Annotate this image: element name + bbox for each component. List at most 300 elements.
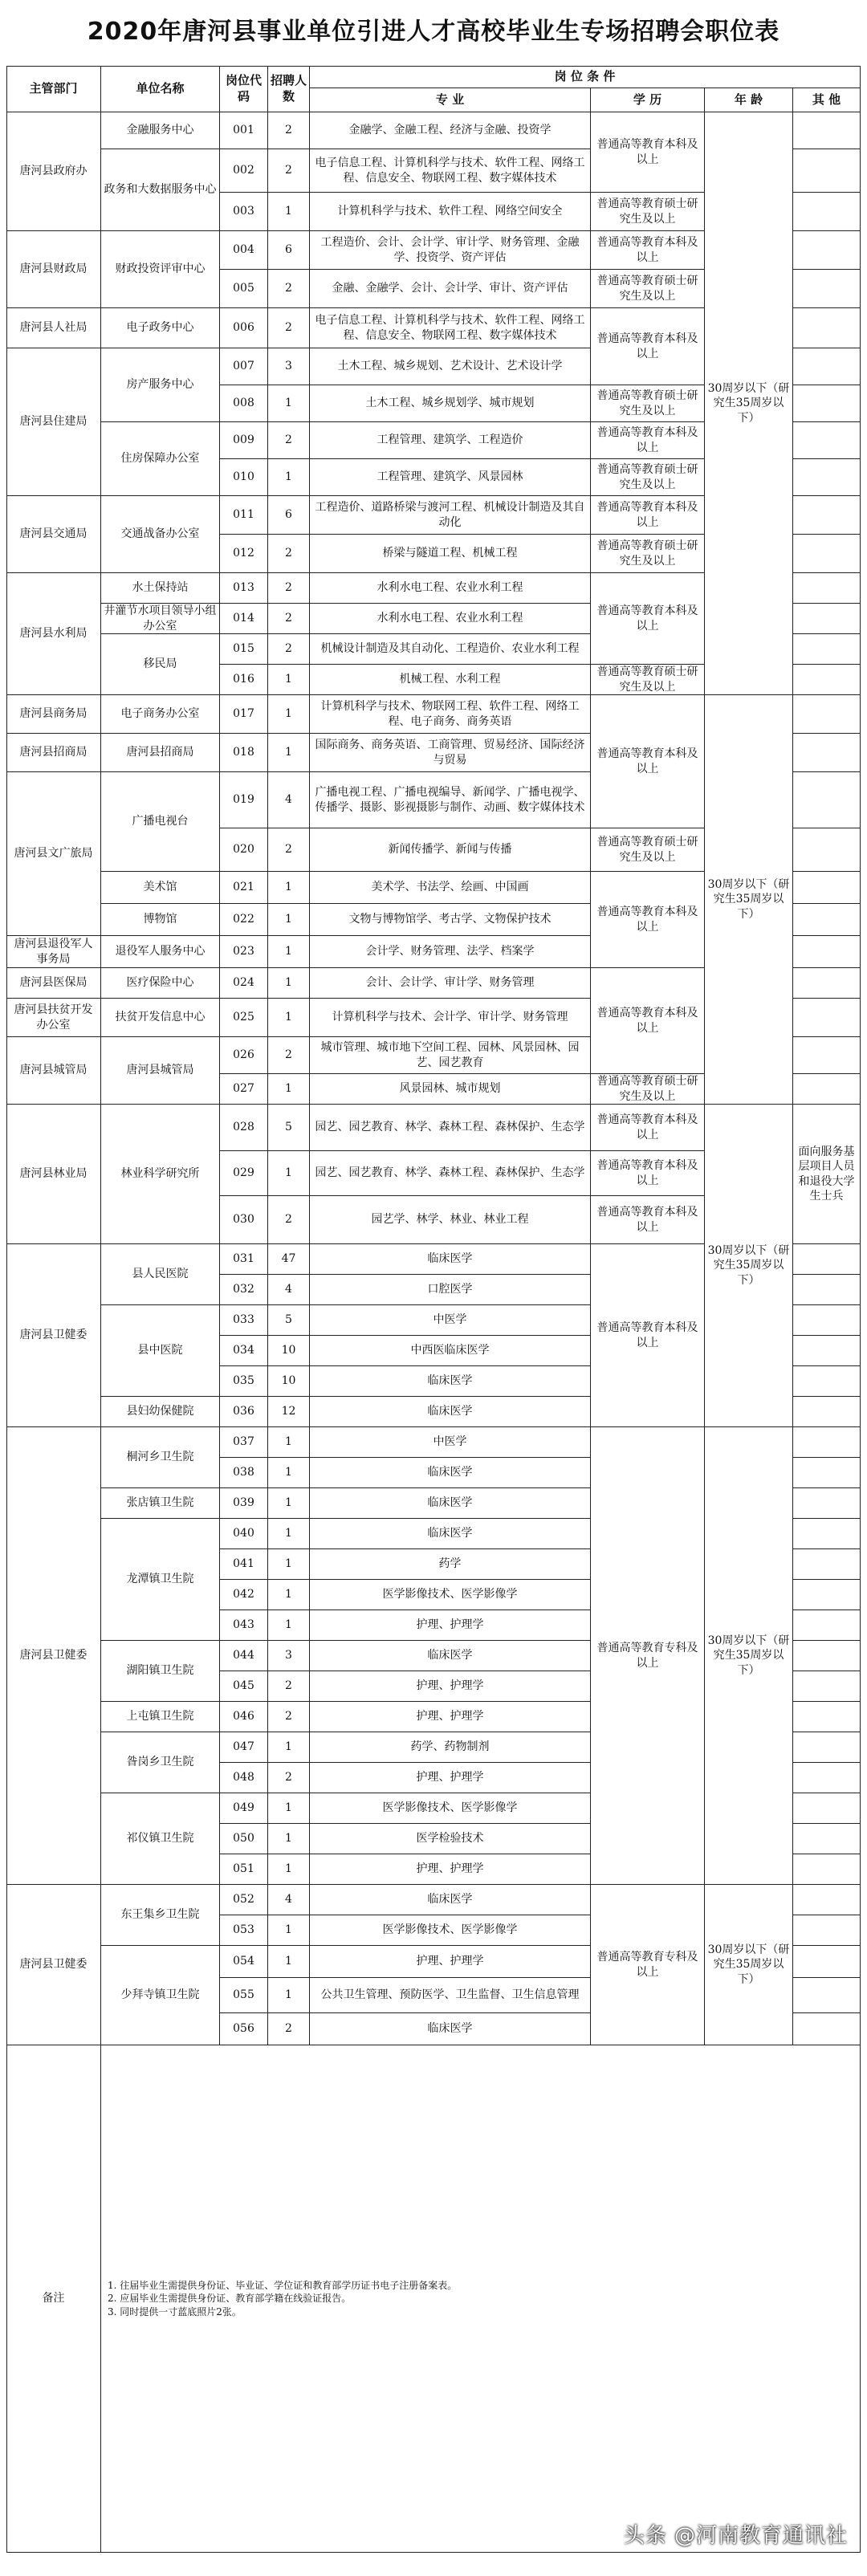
edu-cell: 普通高等教育本科及以上 — [591, 573, 705, 665]
major-cell: 中西医临床医学 — [310, 1336, 591, 1366]
major-cell: 会计学、财务管理、法学、档案学 — [310, 936, 591, 968]
count-cell: 1 — [268, 665, 310, 695]
count-cell: 1 — [268, 1946, 310, 1978]
major-cell: 医学影像技术、医学影像学 — [310, 1915, 591, 1946]
code-cell: 023 — [220, 936, 268, 968]
count-cell: 2 — [268, 634, 310, 665]
major-cell: 园艺学、林学、林业、林业工程 — [310, 1196, 591, 1244]
other-cell-empty — [793, 1366, 861, 1397]
major-cell: 金融、金融学、会计、会计学、审计、资产评估 — [310, 270, 591, 308]
header-age: 年 龄 — [705, 88, 793, 112]
header-dept: 主管部门 — [6, 66, 101, 112]
edu-cell: 普通高等教育硕士研究生及以上 — [591, 535, 705, 573]
count-cell: 6 — [268, 496, 310, 535]
count-cell: 2 — [268, 1037, 310, 1074]
major-cell: 会计、会计学、审计学、财务管理 — [310, 968, 591, 999]
age-cell: 30周岁以下（研究生35周岁以下） — [705, 695, 793, 1105]
count-cell: 1 — [268, 999, 310, 1037]
other-cell-empty — [793, 1275, 861, 1305]
count-cell: 4 — [268, 1275, 310, 1305]
other-cell-empty — [793, 459, 861, 496]
other-cell-empty — [793, 1580, 861, 1610]
code-cell: 052 — [220, 1885, 268, 1915]
major-cell: 电子信息工程、计算机科学与技术、软件工程、网络工程、信息安全、物联网工程、数字媒体技术 — [310, 308, 591, 348]
count-cell: 2 — [268, 112, 310, 149]
other-cell-empty — [793, 1793, 861, 1824]
note-line: 3. 同时提供一寸蓝底照片2张。 — [108, 2305, 242, 2318]
dept-cell: 唐河县卫健委 — [6, 1885, 101, 2045]
edu-cell: 普通高等教育专科及以上 — [591, 1885, 705, 2045]
code-cell: 036 — [220, 1397, 268, 1427]
edu-cell: 普通高等教育硕士研究生及以上 — [591, 385, 705, 422]
dept-cell: 唐河县住建局 — [6, 348, 101, 496]
major-cell: 国际商务、商务英语、工商管理、贸易经济、国际经济与贸易 — [310, 734, 591, 772]
count-cell: 1 — [268, 872, 310, 904]
code-cell: 033 — [220, 1305, 268, 1336]
count-cell: 1 — [268, 1488, 310, 1519]
code-cell: 022 — [220, 904, 268, 936]
major-cell: 护理、护理学 — [310, 1671, 591, 1702]
unit-cell: 张店镇卫生院 — [101, 1488, 220, 1519]
dept-cell: 唐河县卫健委 — [6, 1244, 101, 1427]
unit-cell: 广播电视台 — [101, 772, 220, 872]
count-cell: 4 — [268, 772, 310, 828]
unit-cell: 博物馆 — [101, 904, 220, 936]
unit-cell: 扶贫开发信息中心 — [101, 999, 220, 1037]
dept-cell: 唐河县政府办 — [6, 112, 101, 231]
unit-cell: 县中医院 — [101, 1305, 220, 1397]
other-cell-empty — [793, 1978, 861, 2013]
major-cell: 医学检验技术 — [310, 1824, 591, 1854]
code-cell: 018 — [220, 734, 268, 772]
edu-cell: 普通高等教育硕士研究生及以上 — [591, 459, 705, 496]
unit-cell: 桐河乡卫生院 — [101, 1427, 220, 1488]
major-cell: 护理、护理学 — [310, 1946, 591, 1978]
count-cell: 10 — [268, 1336, 310, 1366]
other-cell-empty — [793, 1915, 861, 1946]
major-cell: 土木工程、城乡规划、艺术设计、艺术设计学 — [310, 348, 591, 385]
unit-cell: 住房保障办公室 — [101, 422, 220, 496]
code-cell: 044 — [220, 1641, 268, 1671]
count-cell: 1 — [268, 459, 310, 496]
position-table — [6, 66, 861, 2553]
other-cell-empty — [793, 308, 861, 348]
edu-cell: 普通高等教育硕士研究生及以上 — [591, 828, 705, 872]
other-cell-empty — [793, 872, 861, 904]
major-cell: 桥梁与隧道工程、机械工程 — [310, 535, 591, 573]
code-cell: 024 — [220, 968, 268, 999]
major-cell: 临床医学 — [310, 1244, 591, 1275]
unit-cell: 电子商务办公室 — [101, 695, 220, 734]
major-cell: 计算机科学与技术、软件工程、网络空间安全 — [310, 193, 591, 231]
major-cell: 临床医学 — [310, 2013, 591, 2045]
other-cell-empty — [793, 422, 861, 459]
other-cell-empty — [793, 1519, 861, 1549]
code-cell: 053 — [220, 1915, 268, 1946]
header-edu: 学 历 — [591, 88, 705, 112]
unit-cell: 昝岗乡卫生院 — [101, 1732, 220, 1793]
other-cell-empty — [793, 385, 861, 422]
count-cell: 10 — [268, 1366, 310, 1397]
other-cell-empty — [793, 968, 861, 999]
other-cell-empty — [793, 1854, 861, 1885]
major-cell: 计算机科学与技术、物联网工程、软件工程、网络工程、电子商务、商务英语 — [310, 695, 591, 734]
major-cell: 临床医学 — [310, 1519, 591, 1549]
other-cell-empty — [793, 828, 861, 872]
count-cell: 2 — [268, 604, 310, 634]
count-cell: 2 — [268, 828, 310, 872]
header-other: 其 他 — [793, 88, 861, 112]
age-cell: 30周岁以下（研究生35周岁以下） — [705, 112, 793, 695]
note-line: 1. 往届毕业生需提供身份证、毕业证、学位证和教育部学历证书电子注册备案表。 — [108, 2280, 458, 2292]
unit-cell: 政务和大数据服务中心 — [101, 149, 220, 231]
unit-cell: 电子政务中心 — [101, 308, 220, 348]
dept-cell: 唐河县医保局 — [6, 968, 101, 999]
other-cell-empty — [793, 1671, 861, 1702]
code-cell: 031 — [220, 1244, 268, 1275]
count-cell: 2 — [268, 573, 310, 604]
other-cell-empty — [793, 1305, 861, 1336]
major-cell: 护理、护理学 — [310, 1763, 591, 1793]
other-cell-empty — [793, 1610, 861, 1641]
other-cell-empty — [793, 573, 861, 604]
major-cell: 医学影像技术、医学影像学 — [310, 1580, 591, 1610]
count-cell: 1 — [268, 385, 310, 422]
code-cell: 046 — [220, 1702, 268, 1732]
edu-cell: 普通高等教育本科及以上 — [591, 1105, 705, 1151]
code-cell: 029 — [220, 1151, 268, 1196]
other-cell-empty — [793, 2013, 861, 2045]
code-cell: 027 — [220, 1074, 268, 1105]
code-cell: 043 — [220, 1610, 268, 1641]
count-cell: 6 — [268, 231, 310, 270]
count-cell: 1 — [268, 1427, 310, 1458]
unit-cell: 少拜寺镇卫生院 — [101, 1946, 220, 2045]
major-cell: 临床医学 — [310, 1641, 591, 1671]
edu-cell: 普通高等教育专科及以上 — [591, 1427, 705, 1885]
code-cell: 019 — [220, 772, 268, 828]
count-cell: 1 — [268, 1824, 310, 1854]
dept-cell: 唐河县交通局 — [6, 496, 101, 573]
major-cell: 水利水电工程、农业水利工程 — [310, 604, 591, 634]
unit-cell: 移民局 — [101, 634, 220, 695]
code-cell: 045 — [220, 1671, 268, 1702]
code-cell: 032 — [220, 1275, 268, 1305]
other-cell-empty — [793, 496, 861, 535]
count-cell: 1 — [268, 1732, 310, 1763]
dept-cell: 唐河县扶贫开发办公室 — [6, 999, 101, 1037]
other-cell-empty — [793, 734, 861, 772]
code-cell: 026 — [220, 1037, 268, 1074]
major-cell: 临床医学 — [310, 1458, 591, 1488]
other-cell-empty — [793, 1763, 861, 1793]
note-line: 2. 应届毕业生需提供身份证、教育部学籍在线验证报告。 — [108, 2293, 352, 2305]
major-cell: 临床医学 — [310, 1397, 591, 1427]
other-cell-empty — [793, 231, 861, 270]
code-cell: 025 — [220, 999, 268, 1037]
edu-cell: 普通高等教育本科及以上 — [591, 1196, 705, 1244]
other-cell-empty — [793, 1037, 861, 1074]
other-cell-empty — [793, 634, 861, 665]
unit-cell: 金融服务中心 — [101, 112, 220, 149]
major-cell: 护理、护理学 — [310, 1702, 591, 1732]
code-cell: 021 — [220, 872, 268, 904]
edu-cell: 普通高等教育本科及以上 — [591, 496, 705, 535]
other-cell-empty — [793, 270, 861, 308]
count-cell: 1 — [268, 1793, 310, 1824]
count-cell: 2 — [268, 1763, 310, 1793]
count-cell: 3 — [268, 1641, 310, 1671]
major-cell: 园艺、园艺教育、林学、森林工程、森林保护、生态学 — [310, 1105, 591, 1151]
major-cell: 机械设计制造及其自动化、工程造价、农业水利工程 — [310, 634, 591, 665]
count-cell: 2 — [268, 308, 310, 348]
other-cell-empty — [793, 535, 861, 573]
major-cell: 医学影像技术、医学影像学 — [310, 1793, 591, 1824]
major-cell: 机械工程、水利工程 — [310, 665, 591, 695]
code-cell: 051 — [220, 1854, 268, 1885]
code-cell: 039 — [220, 1488, 268, 1519]
other-cell-empty — [793, 1549, 861, 1580]
code-cell: 011 — [220, 496, 268, 535]
other-cell-empty — [793, 665, 861, 695]
code-cell: 047 — [220, 1732, 268, 1763]
edu-cell: 普通高等教育本科及以上 — [591, 872, 705, 968]
major-cell: 电子信息工程、计算机科学与技术、软件工程、网络工程、信息安全、物联网工程、数字媒体技术 — [310, 149, 591, 193]
unit-cell: 上屯镇卫生院 — [101, 1702, 220, 1732]
count-cell: 1 — [268, 1519, 310, 1549]
code-cell: 041 — [220, 1549, 268, 1580]
code-cell: 001 — [220, 112, 268, 149]
unit-cell: 房产服务中心 — [101, 348, 220, 422]
major-cell: 美术学、书法学、绘画、中国画 — [310, 872, 591, 904]
unit-cell: 财政投资评审中心 — [101, 231, 220, 308]
other-cell: 面向服务基层项目人员和退役大学生士兵 — [793, 1105, 861, 1244]
count-cell: 5 — [268, 1305, 310, 1336]
other-cell-empty — [793, 1946, 861, 1978]
unit-cell: 唐河县招商局 — [101, 734, 220, 772]
count-cell: 2 — [268, 270, 310, 308]
code-cell: 017 — [220, 695, 268, 734]
major-cell: 临床医学 — [310, 1366, 591, 1397]
unit-cell: 龙潭镇卫生院 — [101, 1519, 220, 1641]
count-cell: 5 — [268, 1105, 310, 1151]
code-cell: 006 — [220, 308, 268, 348]
count-cell: 1 — [268, 1580, 310, 1610]
code-cell: 014 — [220, 604, 268, 634]
major-cell: 口腔医学 — [310, 1275, 591, 1305]
code-cell: 048 — [220, 1763, 268, 1793]
code-cell: 050 — [220, 1824, 268, 1854]
other-cell-empty — [793, 1488, 861, 1519]
code-cell: 016 — [220, 665, 268, 695]
dept-cell: 唐河县城管局 — [6, 1037, 101, 1105]
dept-cell: 唐河县林业局 — [6, 1105, 101, 1244]
other-cell-empty — [793, 999, 861, 1037]
unit-cell: 唐河县城管局 — [101, 1037, 220, 1105]
count-cell: 1 — [268, 1978, 310, 2013]
count-cell: 2 — [268, 422, 310, 459]
unit-cell: 林业科学研究所 — [101, 1105, 220, 1244]
other-cell-empty — [793, 1732, 861, 1763]
code-cell: 056 — [220, 2013, 268, 2045]
unit-cell: 湖阳镇卫生院 — [101, 1641, 220, 1702]
other-cell-empty — [793, 772, 861, 828]
count-cell: 1 — [268, 968, 310, 999]
code-cell: 007 — [220, 348, 268, 385]
age-cell: 30周岁以下（研究生35周岁以下） — [705, 1427, 793, 1885]
edu-cell: 普通高等教育硕士研究生及以上 — [591, 665, 705, 695]
other-cell-empty — [793, 1824, 861, 1854]
code-cell: 042 — [220, 1580, 268, 1610]
count-cell: 1 — [268, 734, 310, 772]
code-cell: 049 — [220, 1793, 268, 1824]
other-cell-empty — [793, 149, 861, 193]
major-cell: 工程管理、建筑学、工程造价 — [310, 422, 591, 459]
edu-cell: 普通高等教育本科及以上 — [591, 422, 705, 459]
major-cell: 风景园林、城市规划 — [310, 1074, 591, 1105]
unit-cell: 县妇幼保健院 — [101, 1397, 220, 1427]
dept-cell: 唐河县招商局 — [6, 734, 101, 772]
edu-cell: 普通高等教育本科及以上 — [591, 1244, 705, 1427]
code-cell: 003 — [220, 193, 268, 231]
major-cell: 药学 — [310, 1549, 591, 1580]
code-cell: 002 — [220, 149, 268, 193]
other-cell-empty — [793, 1885, 861, 1915]
other-cell-empty — [793, 1458, 861, 1488]
dept-cell: 唐河县财政局 — [6, 231, 101, 308]
unit-cell: 县人民医院 — [101, 1244, 220, 1305]
count-cell: 2 — [268, 1196, 310, 1244]
major-cell: 园艺、园艺教育、林学、森林工程、森林保护、生态学 — [310, 1151, 591, 1196]
code-cell: 030 — [220, 1196, 268, 1244]
major-cell: 文物与博物馆学、考古学、文物保护技术 — [310, 904, 591, 936]
count-cell: 2 — [268, 535, 310, 573]
major-cell: 广播电视工程、广播电视编导、新闻学、广播电视学、传播学、摄影、影视摄影与制作、动画、数字媒体技术 — [310, 772, 591, 828]
count-cell: 1 — [268, 1549, 310, 1580]
other-cell-empty — [793, 348, 861, 385]
code-cell: 012 — [220, 535, 268, 573]
other-cell-empty — [793, 695, 861, 734]
other-cell-empty — [793, 112, 861, 149]
header-count: 招聘人数 — [268, 66, 310, 112]
major-cell: 护理、护理学 — [310, 1854, 591, 1885]
count-cell: 4 — [268, 1885, 310, 1915]
code-cell: 034 — [220, 1336, 268, 1366]
edu-cell: 普通高等教育本科及以上 — [591, 1151, 705, 1196]
count-cell: 47 — [268, 1244, 310, 1275]
unit-cell: 美术馆 — [101, 872, 220, 904]
count-cell: 12 — [268, 1397, 310, 1427]
major-cell: 工程管理、建筑学、风景园林 — [310, 459, 591, 496]
code-cell: 008 — [220, 385, 268, 422]
other-cell-empty — [793, 936, 861, 968]
header-code: 岗位代码 — [220, 66, 268, 112]
other-cell-empty — [793, 1702, 861, 1732]
other-cell-empty — [793, 1074, 861, 1105]
major-cell: 临床医学 — [310, 1885, 591, 1915]
major-cell: 土木工程、城乡规划学、城市规划 — [310, 385, 591, 422]
code-cell: 015 — [220, 634, 268, 665]
code-cell: 020 — [220, 828, 268, 872]
code-cell: 040 — [220, 1519, 268, 1549]
unit-cell: 退役军人服务中心 — [101, 936, 220, 968]
code-cell: 035 — [220, 1366, 268, 1397]
count-cell: 1 — [268, 695, 310, 734]
major-cell: 城市管理、城市地下空间工程、园林、风景园林、园艺、园艺教育 — [310, 1037, 591, 1074]
count-cell: 2 — [268, 149, 310, 193]
major-cell: 中医学 — [310, 1427, 591, 1458]
dept-cell: 唐河县文广旅局 — [6, 772, 101, 936]
other-cell-empty — [793, 904, 861, 936]
count-cell: 1 — [268, 1610, 310, 1641]
age-cell: 30周岁以下（研究生35周岁以下） — [705, 1105, 793, 1427]
count-cell: 2 — [268, 1671, 310, 1702]
count-cell: 1 — [268, 1915, 310, 1946]
dept-cell: 唐河县商务局 — [6, 695, 101, 734]
unit-cell: 交通战备办公室 — [101, 496, 220, 573]
unit-cell: 祁仪镇卫生院 — [101, 1793, 220, 1885]
unit-cell: 医疗保险中心 — [101, 968, 220, 999]
count-cell: 1 — [268, 193, 310, 231]
major-cell: 计算机科学与技术、会计学、审计学、财务管理 — [310, 999, 591, 1037]
count-cell: 1 — [268, 1854, 310, 1885]
unit-cell: 东王集乡卫生院 — [101, 1885, 220, 1946]
major-cell: 中医学 — [310, 1305, 591, 1336]
page-title: 2020年唐河县事业单位引进人才高校毕业生专场招聘会职位表 — [87, 18, 780, 46]
edu-cell: 普通高等教育本科及以上 — [591, 308, 705, 385]
major-cell: 水利水电工程、农业水利工程 — [310, 573, 591, 604]
other-cell-empty — [793, 193, 861, 231]
count-cell: 1 — [268, 1151, 310, 1196]
header-major: 专 业 — [310, 88, 591, 112]
count-cell: 1 — [268, 904, 310, 936]
major-cell: 临床医学 — [310, 1488, 591, 1519]
other-cell-empty — [793, 1641, 861, 1671]
edu-cell: 普通高等教育本科及以上 — [591, 231, 705, 270]
edu-cell: 普通高等教育硕士研究生及以上 — [591, 193, 705, 231]
code-cell: 013 — [220, 573, 268, 604]
code-cell: 005 — [220, 270, 268, 308]
major-cell: 金融学、金融工程、经济与金融、投资学 — [310, 112, 591, 149]
age-cell: 30周岁以下（研究生35周岁以下） — [705, 1885, 793, 2045]
count-cell: 3 — [268, 348, 310, 385]
code-cell: 004 — [220, 231, 268, 270]
count-cell: 1 — [268, 1458, 310, 1488]
code-cell: 028 — [220, 1105, 268, 1151]
header-unit: 单位名称 — [101, 66, 220, 112]
header-conditions: 岗 位 条 件 — [310, 66, 861, 88]
unit-cell: 水土保持站 — [101, 573, 220, 604]
notes-label: 备注 — [6, 2045, 101, 2553]
code-cell: 010 — [220, 459, 268, 496]
edu-cell: 普通高等教育硕士研究生及以上 — [591, 1074, 705, 1105]
code-cell: 054 — [220, 1946, 268, 1978]
other-cell-empty — [793, 1427, 861, 1458]
watermark: 头条 @河南教育通讯社 — [623, 2524, 848, 2548]
major-cell: 药学、药物制剂 — [310, 1732, 591, 1763]
dept-cell: 唐河县人社局 — [6, 308, 101, 348]
edu-cell: 普通高等教育本科及以上 — [591, 695, 705, 828]
unit-cell: 井灌节水项目领导小组办公室 — [101, 604, 220, 634]
dept-cell: 唐河县退役军人事务局 — [6, 936, 101, 968]
other-cell-empty — [793, 1244, 861, 1275]
count-cell: 1 — [268, 1074, 310, 1105]
edu-cell: 普通高等教育本科及以上 — [591, 112, 705, 193]
code-cell: 055 — [220, 1978, 268, 2013]
code-cell: 038 — [220, 1458, 268, 1488]
major-cell: 新闻传播学、新闻与传播 — [310, 828, 591, 872]
dept-cell: 唐河县水利局 — [6, 573, 101, 695]
